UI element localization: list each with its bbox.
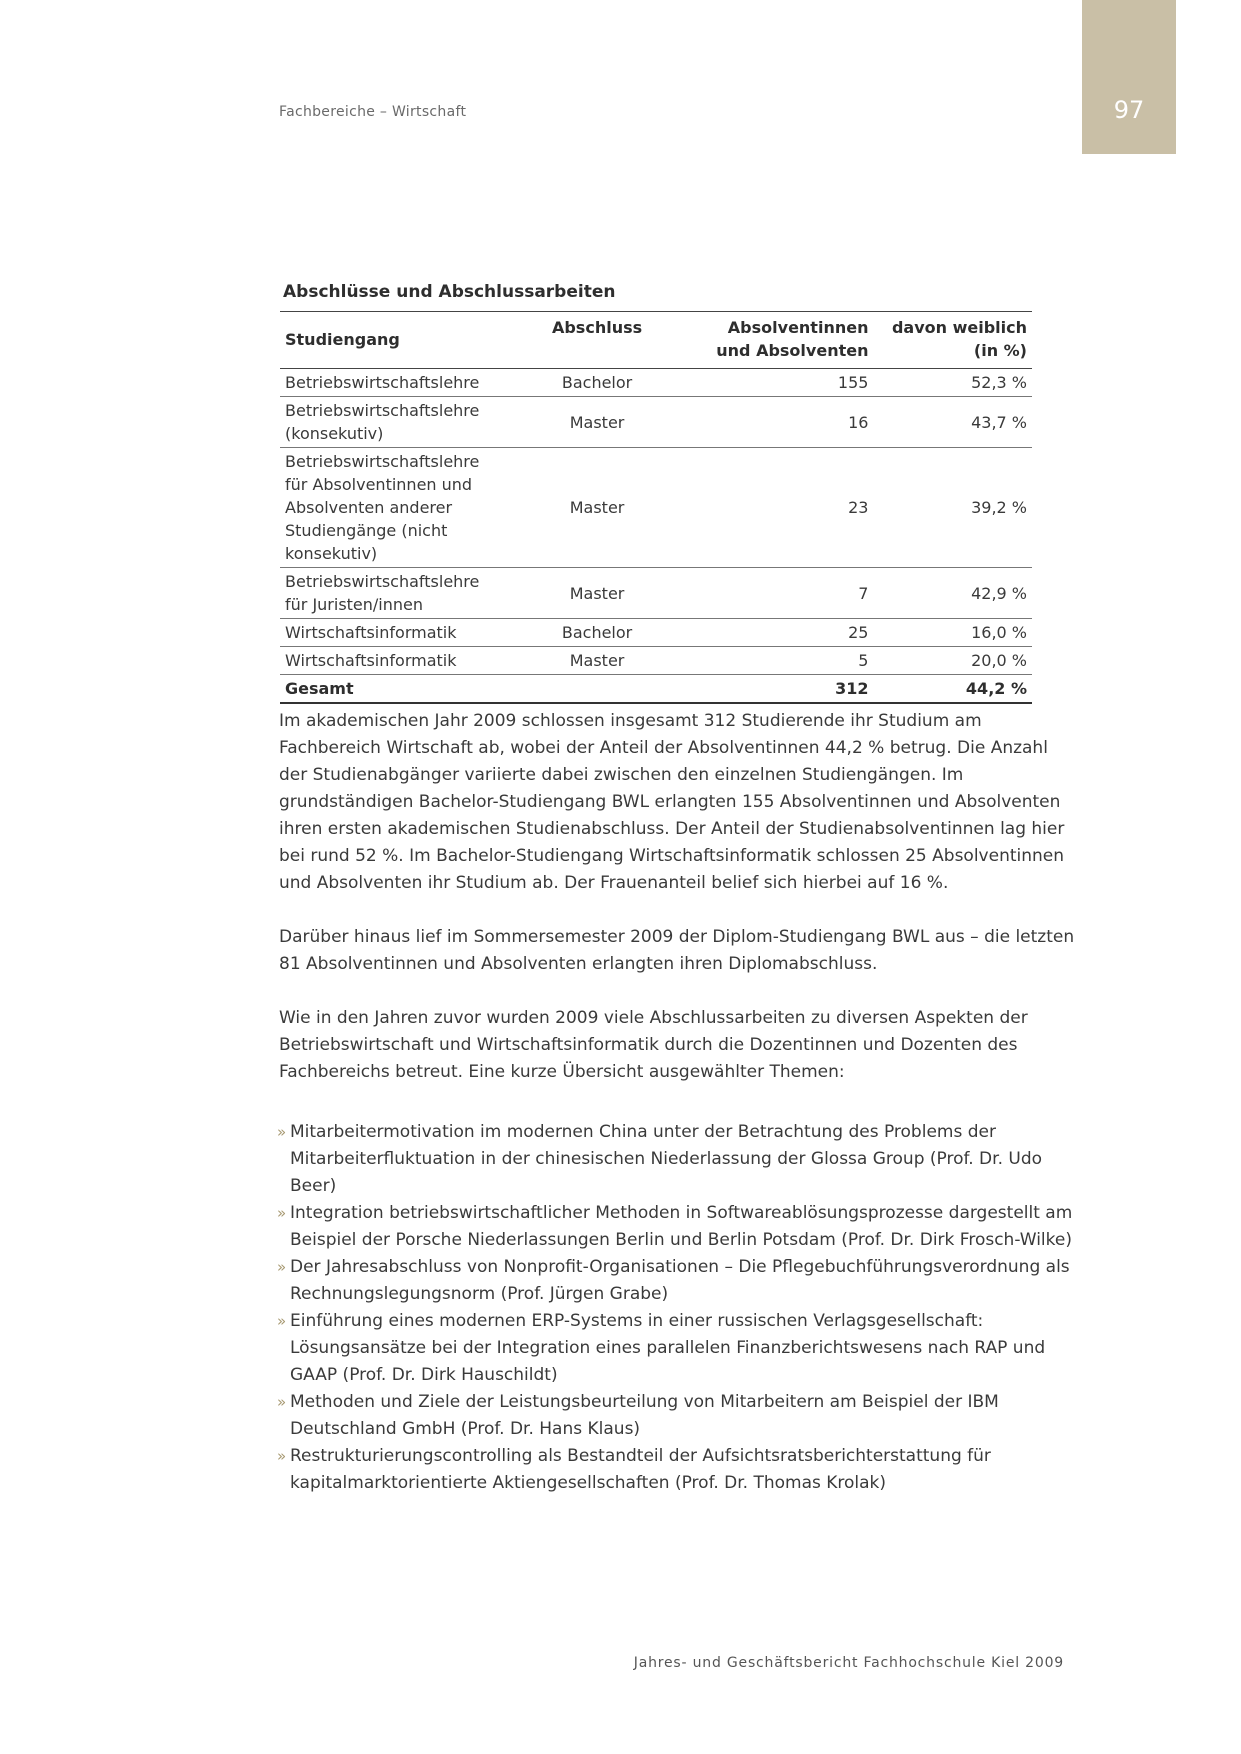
paragraph-diplom: Darüber hinaus lief im Sommersemester 2009 der Diplom-Studiengang BWL aus – die letzten 81 Absolventinnen und Absolventen erlangten ihren Diplomabschluss. [279, 927, 1075, 974]
table-row [280, 448, 1032, 568]
page-number-tab [1082, 0, 1176, 154]
paragraph-theses-intro: Wie in den Jahren zuvor wurden 2009 viele Abschlussarbeiten zu diversen Aspekten der Betriebswirtschaft und Wirtschaftsinformatik durch die Dozentinnen und Dozenten des Fachbereichs betreut. Eine kurze Übersicht ausgewählter Themen: [279, 1008, 1028, 1082]
list-item [277, 1308, 1077, 1389]
cell-studiengang: Betriebswirtschaftslehre (konsekutiv) [280, 397, 507, 448]
topic-text: Integration betriebswirtschaftlicher Methoden in Softwareablösungsprozesse dargestellt am Beispiel der Porsche Niederlassungen Berlin und Berlin Potsdam (Prof. Dr. Dirk Frosch-Wilke) [290, 1203, 1073, 1250]
total-label: Gesamt [280, 675, 507, 704]
cell-absolventen: 23 [687, 448, 873, 568]
header-studiengang: Studiengang [280, 312, 507, 369]
table-row [280, 568, 1032, 619]
table-row [280, 619, 1032, 647]
cell-absolventen: 7 [687, 568, 873, 619]
table-header-row [280, 312, 1032, 369]
list-item [277, 1389, 1077, 1443]
header-weiblich: davon weiblich (in %) [873, 312, 1032, 369]
table-total-row [280, 675, 1032, 704]
cell-weiblich: 43,7 % [873, 397, 1032, 448]
bullet-icon: » [277, 1204, 287, 1222]
cell-weiblich: 16,0 % [873, 619, 1032, 647]
list-item [277, 1200, 1077, 1254]
total-abschluss-empty [507, 675, 687, 704]
total-weiblich: 44,2 % [873, 675, 1032, 704]
total-absolventen: 312 [687, 675, 873, 704]
table-row [280, 647, 1032, 675]
topic-text: Mitarbeitermotivation im modernen China unter der Betrachtung des Problems der Mitarbeiterfluktuation in der chinesischen Niederlassung der Glossa Group (Prof. Dr. Udo Beer) [290, 1122, 1043, 1196]
bullet-icon: » [277, 1123, 287, 1141]
cell-abschluss: Master [507, 647, 687, 675]
topic-text: Der Jahresabschluss von Nonprofit-Organisationen – Die Pflegebuchführungsverordnung als Rechnungslegungsnorm (Prof. Jürgen Grabe) [290, 1257, 1070, 1304]
cell-abschluss: Master [507, 448, 687, 568]
thesis-topic-list [277, 1119, 1077, 1497]
topic-text: Restrukturierungscontrolling als Bestandteil der Aufsichtsratsberichterstattung für kapitalmarktorientierte Aktiengesellschaften (Prof. Dr. Thomas Krolak) [290, 1446, 991, 1493]
table-title: Abschlüsse und Abschlussarbeiten [283, 282, 616, 302]
cell-weiblich: 42,9 % [873, 568, 1032, 619]
cell-weiblich: 52,3 % [873, 369, 1032, 397]
cell-weiblich: 20,0 % [873, 647, 1032, 675]
bullet-icon: » [277, 1258, 287, 1276]
cell-weiblich: 39,2 % [873, 448, 1032, 568]
list-item [277, 1119, 1077, 1200]
cell-studiengang: Betriebswirtschaftslehre [280, 369, 507, 397]
list-item [277, 1254, 1077, 1308]
paragraph-summary: Im akademischen Jahr 2009 schlossen insgesamt 312 Studierende ihr Studium am Fachbereich Wirtschaft ab, wobei der Anteil der Absolventinnen 44,2 % betrug. Die Anzahl der Studienabgänger variierte dabei zwischen den einzelnen Studiengängen. Im grundständigen Bachelor-Studiengang BWL erlangten 155 Absolventinnen und Absolventen ihren ersten akademischen Studienabschluss. Der Anteil der Studienabsolventinnen lag hier bei rund 52 %. Im Bachelor-Studiengang Wirtschaftsinformatik schlossen 25 Absolventinnen und Absolventen ihr Studium ab. Der Frauenanteil belief sich hierbei auf 16 %. [279, 711, 1065, 893]
topic-text: Einführung eines modernen ERP-Systems in einer russischen Verlagsgesellschaft: Lösungsansätze bei der Integration eines parallelen Finanzberichtswesens nach RAP und GAAP (Prof. Dr. Dirk Hauschildt) [290, 1311, 1046, 1385]
cell-absolventen: 155 [687, 369, 873, 397]
table-row [280, 397, 1032, 448]
bullet-icon: » [277, 1393, 287, 1411]
cell-absolventen: 25 [687, 619, 873, 647]
header-absolventen: Absolventinnen und Absolventen [687, 312, 873, 369]
header-abschluss: Abschluss [507, 312, 687, 369]
bullet-icon: » [277, 1312, 287, 1330]
cell-absolventen: 5 [687, 647, 873, 675]
cell-studiengang: Wirtschaftsinformatik [280, 619, 507, 647]
cell-abschluss: Bachelor [507, 619, 687, 647]
cell-abschluss: Master [507, 397, 687, 448]
list-item [277, 1443, 1077, 1497]
bullet-icon: » [277, 1447, 287, 1465]
topic-text: Methoden und Ziele der Leistungsbeurteilung von Mitarbeitern am Beispiel der IBM Deutschland GmbH (Prof. Dr. Hans Klaus) [290, 1392, 999, 1439]
cell-absolventen: 16 [687, 397, 873, 448]
page-number: 97 [1113, 96, 1145, 124]
table-row [280, 369, 1032, 397]
cell-studiengang: Betriebswirtschaftslehre für Juristen/innen [280, 568, 507, 619]
running-head: Fachbereiche – Wirtschaft [279, 104, 467, 120]
graduates-table [280, 311, 1032, 704]
cell-abschluss: Bachelor [507, 369, 687, 397]
cell-abschluss: Master [507, 568, 687, 619]
page-footer: Jahres- und Geschäftsbericht Fachhochschule Kiel 2009 [633, 1655, 1064, 1671]
cell-studiengang: Wirtschaftsinformatik [280, 647, 507, 675]
cell-studiengang: Betriebswirtschaftslehre für Absolventinnen und Absolventen anderer Studiengänge (nicht konsekutiv) [280, 448, 507, 568]
